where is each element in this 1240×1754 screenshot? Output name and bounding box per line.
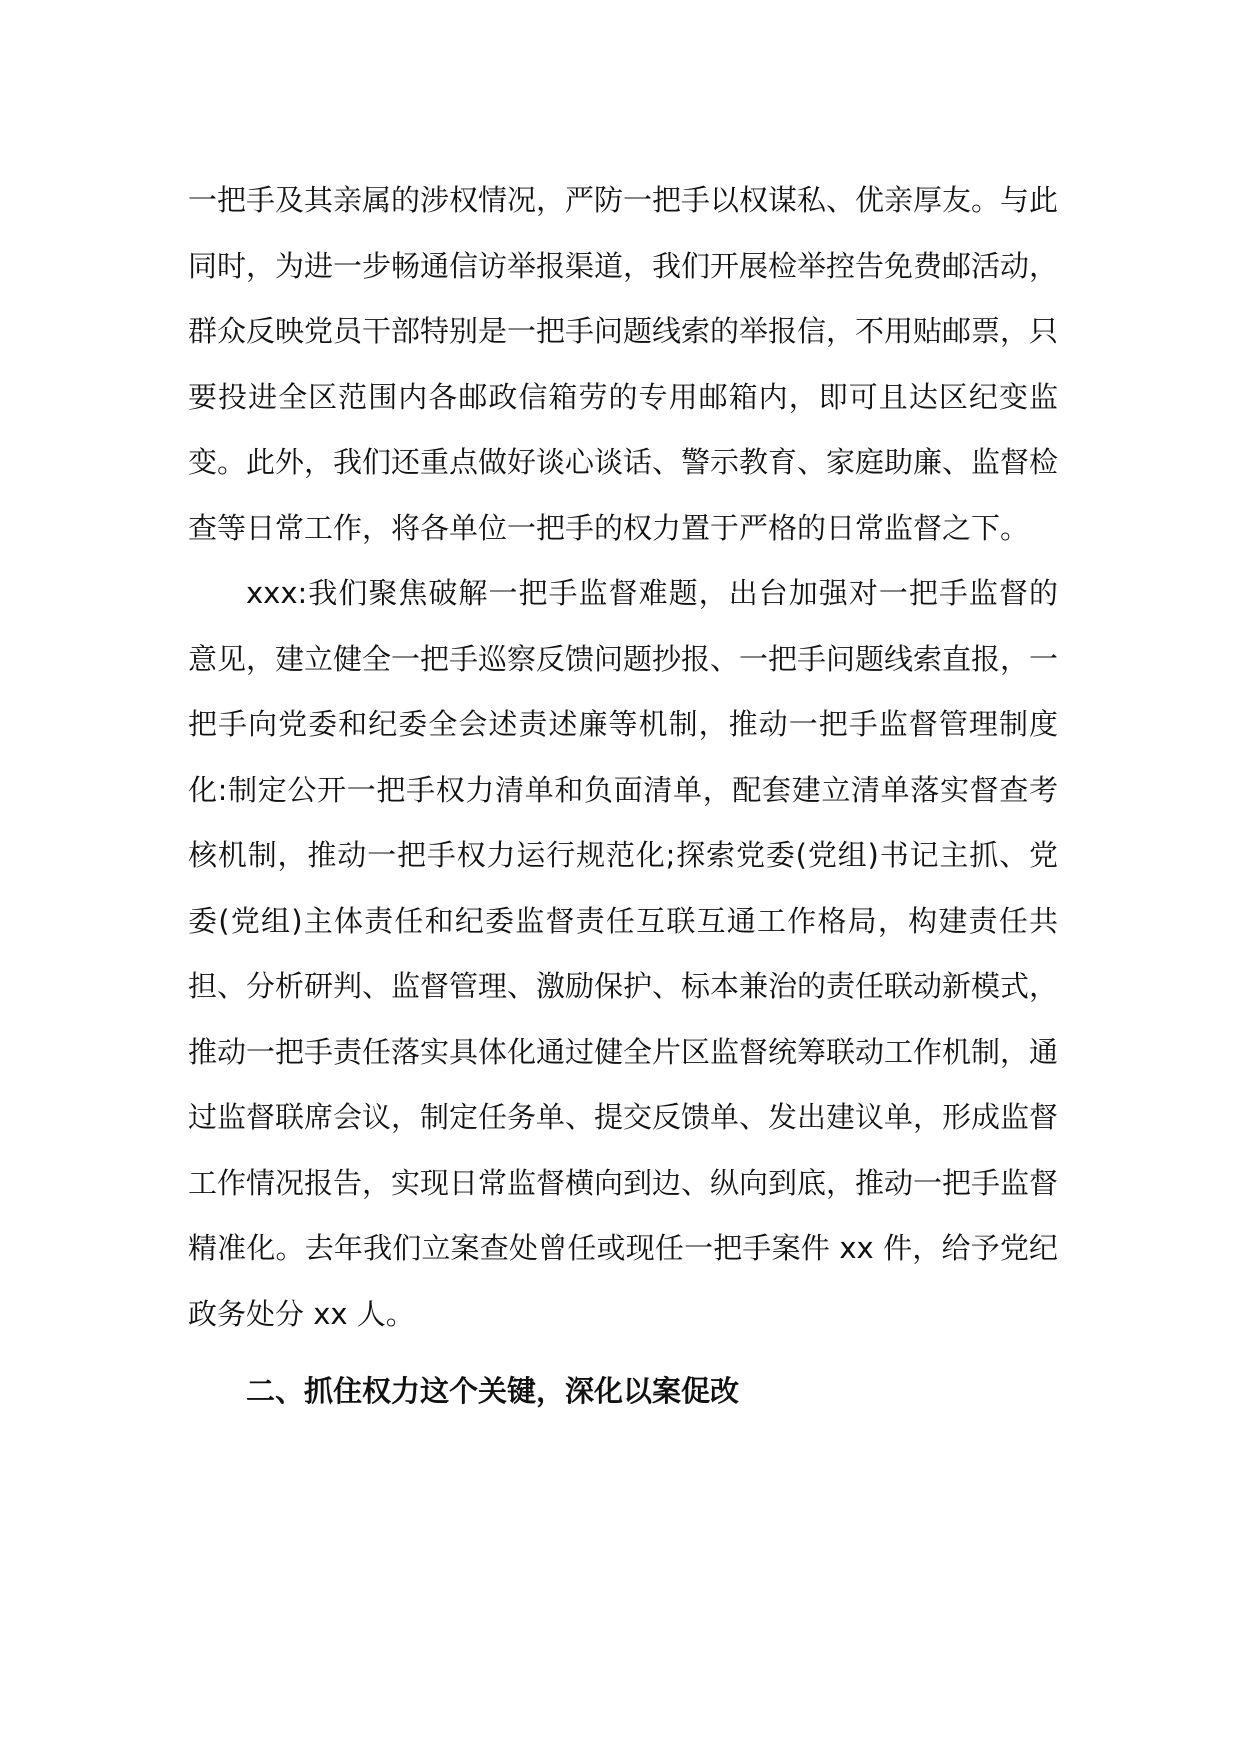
paragraph-continued: 一把手及其亲属的涉权情况，严防一把手以权谋私、优亲厚友。与此同时，为进一步畅通信访举报渠道，我们开展检举控告免费邮活动，群众反映党员干部特别是一把手问题线索的举报信，不用贴邮票，只要投进全区范围内各邮政信箱劳的专用邮箱内，即可且达区纪变监变。此外，我们还重点做好谈心谈话、警示教育、家庭助廉、监督检查等日常工作，将各单位一把手的权力置于严格的日常监督之下。 <box>188 183 1059 545</box>
paragraph-xxx-statement: xxx:我们聚焦破解一把手监督难题，出台加强对一把手监督的意见，建立健全一把手巡察反馈问题抄报、一把手问题线索直报，一把手向党委和纪委全会述责述廉等机制，推动一把手监督管理制度化:制定公开一把手权力清单和负面清单，配套建立清单落实督查考核机制，推动一把手权力运行规范化;探索党委(党组)书记主抓、党委(党组)主体责任和纪委监督责任互联互通工作格局，构建责任共担、分析研判、监督管理、激励保护、标本兼治的责任联动新模式，推动一把手责任落实具体化通过健全片区监督统筹联动工作机制，通过监督联席会议，制定任务单、提交反馈单、发出建议单，形成监督工作情况报告，实现日常监督横向到边、纵向到底，推动一把手监督精准化。去年我们立案查处曾任或现任一把手案件 xx 件，给予党纪政务处分 xx 人。 <box>188 576 1059 1331</box>
document-body <box>188 168 1058 1425</box>
section-heading: 二、抓住权力这个关键，深化以案促改 <box>246 1374 740 1408</box>
